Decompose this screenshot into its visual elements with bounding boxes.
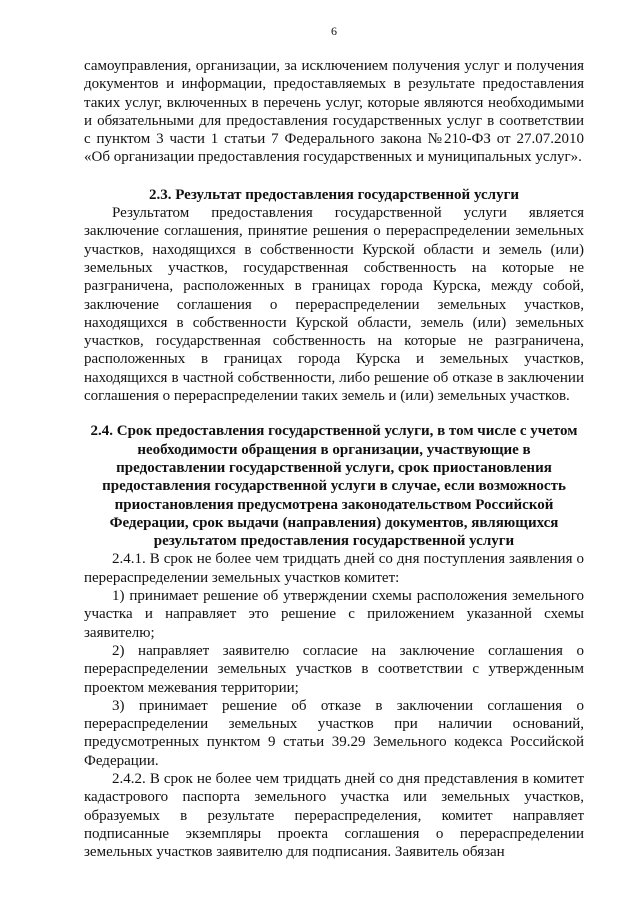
spacer xyxy=(84,167,584,186)
paragraph-2-4-1: 2.4.1. В срок не более чем тридцать дней со дня поступления заявления о перераспределении земельных участков комитет: xyxy=(84,551,584,586)
paragraph-2-4-2: 2.4.2. В срок не более чем тридцать дней со дня представления в комитет кадастрового паспорта земельного участка или земельных участков, образуемых в результате перераспределения, комитет направляет подписанные экземпляры проекта соглашения о перераспределении земельных участков заявителю для подписания. Заявитель обязан xyxy=(84,770,584,861)
spacer xyxy=(84,405,584,422)
section-2-3-paragraph: Результатом предоставления государственной услуги является заключение соглашения, принятие решения о перераспределении земельных участков, находящихся в собственности Курской области и земель (или) земельных участков, государственная собственность на которые не разграничена, расположенных в границах города Курска, между собой, заключение соглашения о перераспределении земельных участков, находящихся в собственности Курской области, земель (или) земельных участков, государственная собственность на которые не разграничена, расположенных в границах города Курска и земельных участков, находящихся в частной собственности, либо решение об отказе в заключении соглашения о перераспределении таких земель и (или) земельных участков. xyxy=(84,205,584,405)
section-2-4-heading: 2.4. Срок предоставления государственной услуги, в том числе с учетом необходимости обращения в организации, участвующие в предоставлении государственной услуги, срок приостановления предоставления государственной услуги в случае, если возможность приостановления предусмотрена законодательством Российской Федерации, срок выдачи (направления) документов, являющихся результатом предоставления государственной услуги xyxy=(90,423,578,550)
list-item-1: 1) принимает решение об утверждении схемы расположения земельного участка и направляет это решение с приложением указанной схемы заявителю; xyxy=(84,588,584,641)
page-number: 6 xyxy=(331,24,337,38)
intro-paragraph: самоуправления, организации, за исключением получения услуг и получения документов и информации, предоставляемых в результате предоставления таких услуг, включенных в перечень услуг, которые являются необходимыми и обязательными для предоставления государственных услуг в соответствии с пунктом 3 части 1 статьи 7 Федерального закона №210-ФЗ от 27.07.2010 «Об организации предоставления государственных и муниципальных услуг». xyxy=(84,58,584,166)
section-2-3-heading: 2.3. Результат предоставления государственной услуги xyxy=(148,186,520,203)
list-item-3: 3) принимает решение об отказе в заключении соглашения о перераспределении земельных участков при наличии оснований, предусмотренных пунктом 9 статьи 39.29 Земельного кодекса Российской Федерации. xyxy=(84,697,584,769)
list-item-2: 2) направляет заявителю согласие на заключение соглашения о перераспределении земельных участков в соответствии с утвержденным проектом межевания территории; xyxy=(84,642,584,696)
